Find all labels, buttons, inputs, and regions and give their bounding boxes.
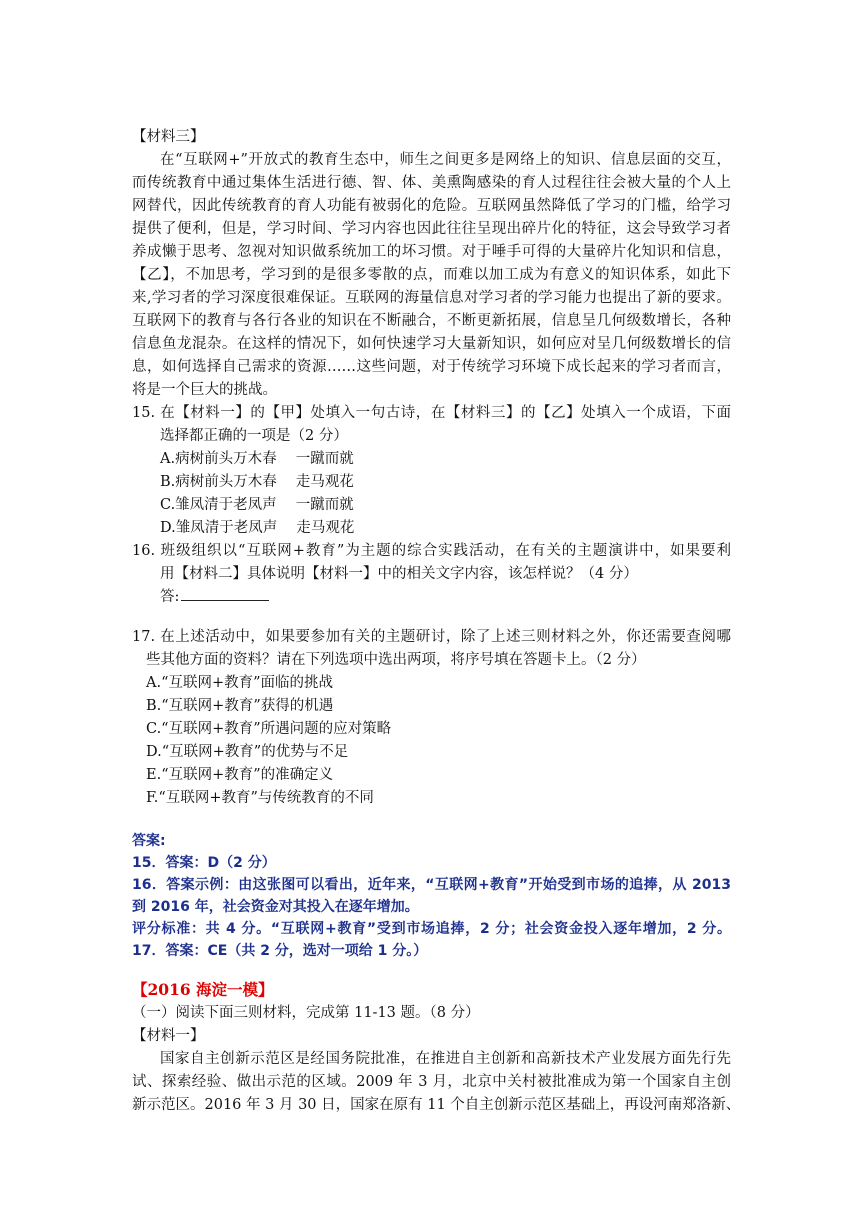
- material3-line: 提供了便利，但是，学习时间、学习内容也因此往往呈现出碎片化的特征，这会导致学习者: [132, 221, 731, 237]
- q16-stem: 用【材料二】具体说明【材料一】中的相关文字内容，该怎样说？（4 分）: [160, 566, 638, 582]
- scoring-standard: 评分标准：共 4 分。“互联网+教育”受到市场追捧，2 分；社会资金投入逐年增加，2 分。: [132, 921, 731, 937]
- q16-answer-label: 答:: [160, 589, 180, 605]
- answers-heading: 答案:: [132, 833, 166, 849]
- section-title: 【2016 海淀一模】: [132, 980, 274, 999]
- material1-line: 新示范区。2016 年 3 月 30 日，国家在原有 11 个自主创新示范区基础上，再设河南郑洛新、: [132, 1097, 741, 1113]
- q17-option-d: D.“互联网+教育”的优势与不足: [146, 744, 349, 760]
- q17-option-c: C.“互联网+教育”所遇问题的应对策略: [146, 721, 392, 737]
- material1-heading: 【材料一】: [132, 1028, 205, 1044]
- material3-line: 养成懒于思考、忽视对知识做系统加工的坏习惯。对于唾手可得的大量碎片化知识和信息，: [132, 244, 731, 260]
- material3-line: 将是一个巨大的挑战。: [132, 382, 277, 398]
- q16-stem: 16. 班级组织以“互联网+教育”为主题的综合实践活动，在有关的主题演讲中，如果要利: [132, 543, 731, 559]
- q15-option-d: D.雏凤清于老凤声 走马观花: [160, 520, 355, 536]
- q15-option-a: A.病树前头万木春 一蹴而就: [160, 451, 354, 467]
- answer-16: 16．答案示例：由这张图可以看出，近年来，“互联网+教育”开始受到市场的追捧，从 2013: [132, 877, 731, 893]
- q17-option-f: F.“互联网+教育”与传统教育的不同: [146, 790, 374, 806]
- q17-stem: 些其他方面的资料？请在下列选项中选出两项，将序号填在答题卡上。（2 分）: [146, 652, 646, 668]
- material1-line: 试、探索经验、做出示范的区域。2009 年 3 月，北京中关村被批准成为第一个国家自主创: [132, 1074, 731, 1090]
- material1-line: 国家自主创新示范区是经国务院批准，在推进自主创新和高新技术产业发展方面先行先: [160, 1051, 731, 1067]
- answer-16-cont: 到 2016 年，社会资金对其投入在逐年增加。: [132, 899, 419, 915]
- material3-line: 【乙】，不加思考，学习到的是很多零散的点，而难以加工成为有意义的知识体系，如此下: [132, 267, 731, 283]
- q17-stem: 17. 在上述活动中，如果要参加有关的主题研讨，除了上述三则材料之外，你还需要查阅哪: [132, 629, 731, 645]
- q17-option-e: E.“互联网+教育”的准确定义: [146, 767, 334, 783]
- q15-stem: 选择都正确的一项是（2 分）: [160, 428, 348, 444]
- material3-heading: 【材料三】: [132, 129, 205, 145]
- q15-stem: 15. 在【材料一】的【甲】处填入一句古诗，在【材料三】的【乙】处填入一个成语，下面: [132, 405, 731, 421]
- material3-line: 而传统教育中通过集体生活进行德、智、体、美熏陶感染的育人过程往往会被大量的个人上: [132, 175, 731, 191]
- material3-line: 网替代，因此传统教育的育人功能有被弱化的危险。互联网虽然降低了学习的门槛，给学习: [132, 198, 731, 214]
- q17-option-a: A.“互联网+教育”面临的挑战: [146, 675, 334, 691]
- material3-line: 互联网下的教育与各行各业的知识在不断融合，不断更新拓展，信息呈几何级数增长，各种: [132, 313, 731, 329]
- answer-15: 15．答案：D（2 分）: [132, 855, 276, 871]
- answer-17: 17．答案：CE（共 2 分，选对一项给 1 分。）: [132, 943, 428, 959]
- material3-line: 息，如何选择自己需求的资源……这些问题，对于传统学习环境下成长起来的学习者而言，: [132, 359, 731, 375]
- q15-option-c: C.雏凤清于老凤声 一蹴而就: [160, 497, 354, 513]
- material3-line: 信息鱼龙混杂。在这样的情况下，如何快速学习大量新知识，如何应对呈几何级数增长的信: [132, 336, 731, 352]
- q17-option-b: B.“互联网+教育”获得的机遇: [146, 698, 334, 714]
- material3-line: 在“互联网+”开放式的教育生态中，师生之间更多是网络上的知识、信息层面的交互，: [160, 152, 731, 168]
- answer-blank: [181, 586, 269, 601]
- q16-answer-line: [160, 586, 269, 608]
- material3-line: 来,学习者的学习深度很难保证。互联网的海量信息对学习者的学习能力也提出了新的要求。: [132, 290, 731, 306]
- q15-option-b: B.病树前头万木春 走马观花: [160, 474, 354, 490]
- section-instruction: （一）阅读下面三则材料，完成第 11-13 题。（8 分）: [132, 1005, 480, 1021]
